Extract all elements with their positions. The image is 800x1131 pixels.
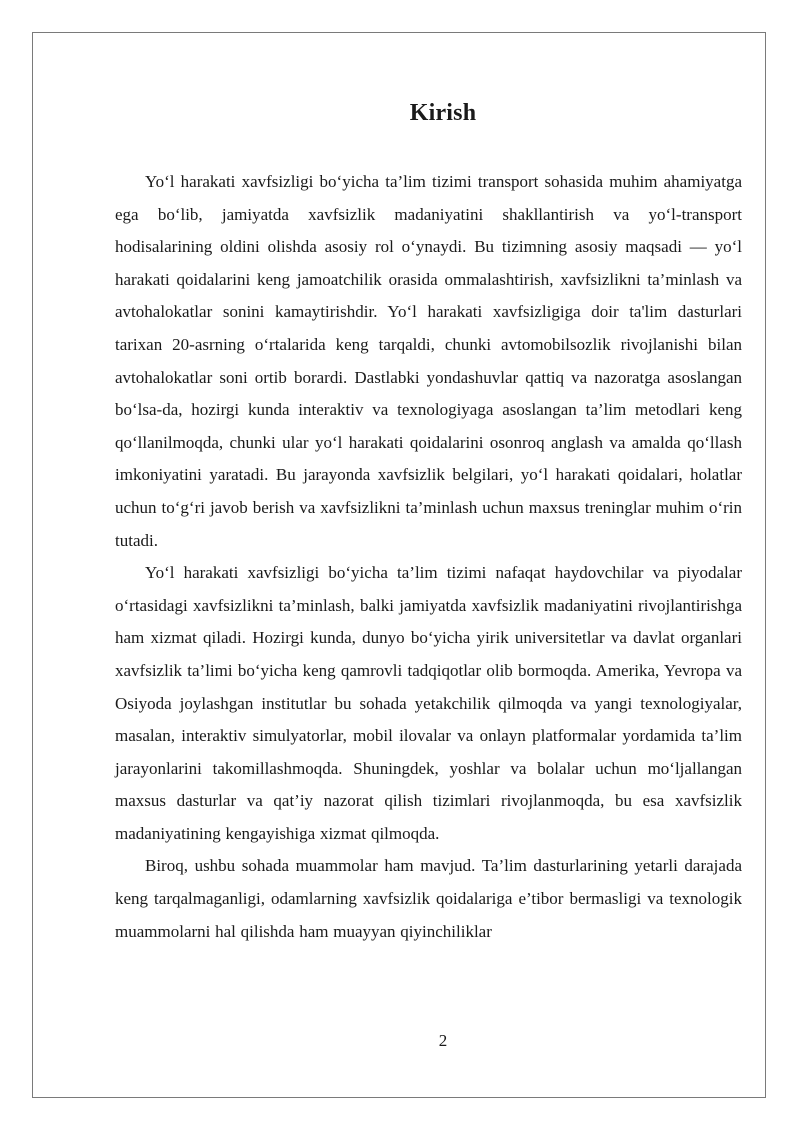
paragraph: Biroq, ushbu sohada muammolar ham mavjud. Ta’lim dasturlarining yetarli darajada keng tarqalmaganligi, odamlarning xavfsizlik qoidalariga e’tibor bermasligi va texnologik muammolarni hal qilishda ham muayyan qiyinchiliklar	[115, 856, 742, 941]
document-body	[115, 166, 742, 948]
page-title: Kirish	[409, 100, 477, 126]
paragraph: Yo‘l harakati xavfsizligi bo‘yicha ta’lim tizimi transport sohasida muhim ahamiyatga ega bo‘lib, jamiyatda xavfsizlik madaniyatini shakllantirish va yo‘l-transport hodisalarining oldini olishda asosiy rol o‘ynaydi. Bu tizimning asosiy maqsadi — yo‘l harakati qoidalarini keng jamoatchilik orasida ommalashtirish, xavfsizlikni ta’minlash va avtohalokatlar sonini kamaytirishdir. Yo‘l harakati xavfsizligiga doir ta'lim dasturlari tarixan 20-asrning o‘rtalarida keng tarqaldi, chunki avtomobilsozlik rivojlanishi bilan avtohalokatlar soni ortib borardi. Dastlabki yondashuvlar qattiq va nazoratga asoslangan bo‘lsa-da, hozirgi kunda interaktiv va texnologiyaga asoslangan ta’lim metodlari keng qo‘llanilmoqda, chunki ular yo‘l harakati qoidalarini osonroq anglash va amalda qo‘llash imkoniyatini yaratadi. Bu jarayonda xavfsizlik belgilari, yo‘l harakati qoidalari, holatlar uchun to‘g‘ri javob berish va xavfsizlikni ta’minlash uchun maxsus treninglar muhim o‘rin tutadi.	[115, 172, 742, 550]
paragraph: Yo‘l harakati xavfsizligi bo‘yicha ta’lim tizimi nafaqat haydovchilar va piyodalar o‘rtasidagi xavfsizlikni ta’minlash, balki jamiyatda xavfsizlik madaniyatini rivojlantirishga ham xizmat qiladi. Hozirgi kunda, dunyo bo‘yicha yirik universitetlar va davlat organlari xavfsizlik ta’limi bo‘yicha keng qamrovli tadqiqotlar olib bormoqda. Amerika, Yevropa va Osiyoda joylashgan institutlar bu sohada yetakchilik qilmoqda va yangi texnologiyalar, masalan, interaktiv simulyatorlar, mobil ilovalar va onlayn platformalar yordamida ta’lim jarayonlarini takomillashmoqda. Shuningdek, yoshlar va bolalar uchun mo‘ljallangan maxsus dasturlar va qat’iy nazorat qilish tizimlari rivojlanmoqda, bu esa xavfsizlik madaniyatining kengayishiga xizmat qilmoqda.	[115, 563, 742, 843]
page-number: 2	[438, 1031, 448, 1050]
